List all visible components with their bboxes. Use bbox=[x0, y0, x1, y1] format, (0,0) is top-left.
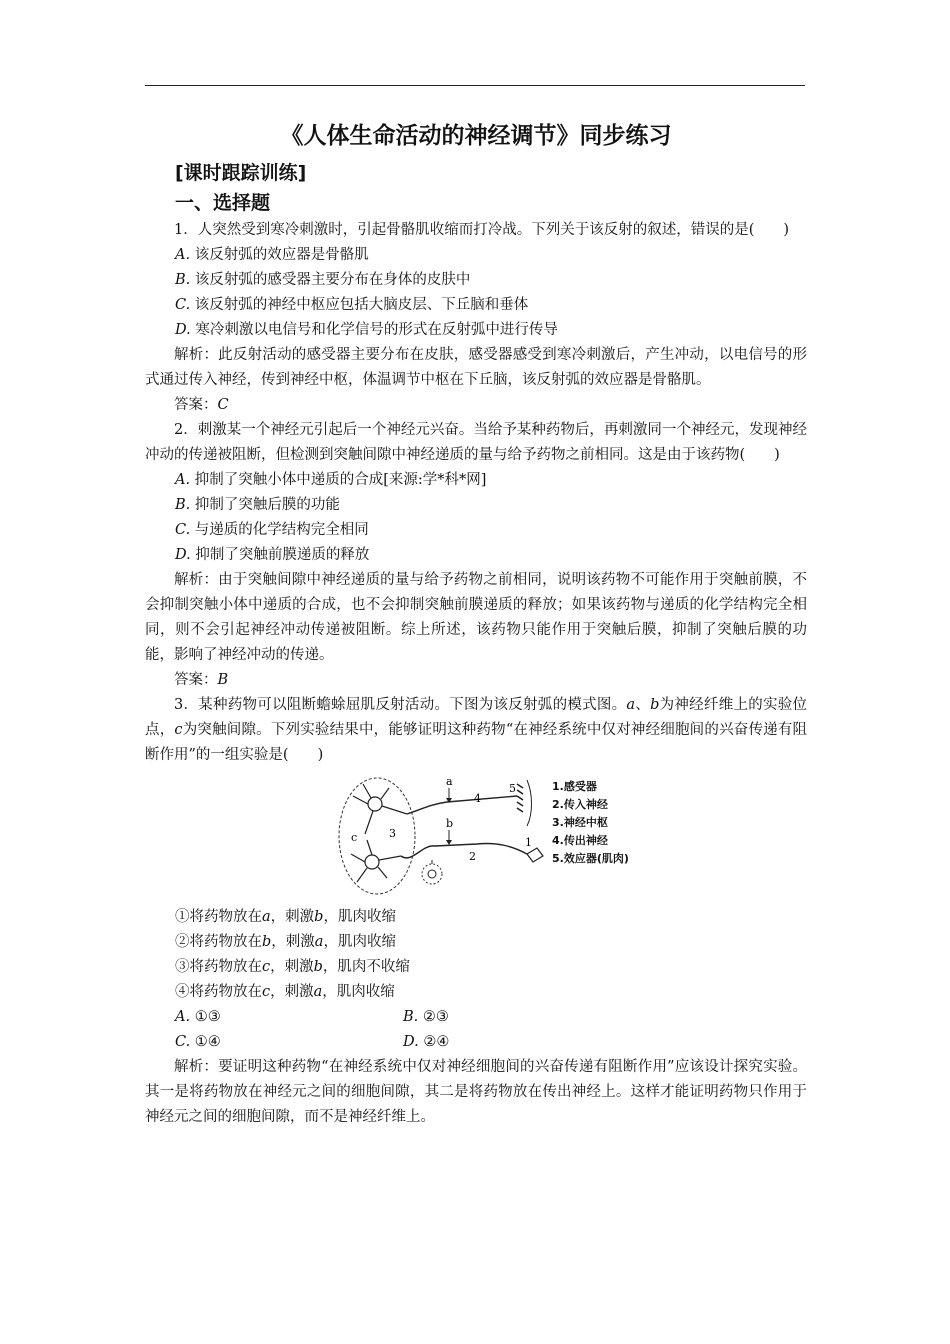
page-title: 《人体生命活动的神经调节》同步练习 bbox=[280, 123, 672, 149]
efferent-nerve bbox=[407, 796, 517, 814]
effector-muscle bbox=[517, 784, 523, 812]
afferent-nerve bbox=[401, 843, 527, 857]
label-5: 5 bbox=[509, 782, 516, 795]
q3-item-4: ④将药物放在c，刺激a，肌肉收缩 bbox=[175, 984, 395, 1000]
q2-answer: 答案：B bbox=[174, 672, 229, 688]
q1-option-c: C. 该反射弧的神经中枢应包括大脑皮层、下丘脑和垂体 bbox=[175, 297, 529, 313]
neuron-upper bbox=[353, 784, 407, 834]
label-3: 3 bbox=[389, 827, 396, 840]
q1-answer: 答案：C bbox=[174, 397, 229, 413]
q3-item-3: ③将药物放在c，刺激b，肌肉不收缩 bbox=[175, 959, 410, 975]
legend-item: 3.神经中枢 bbox=[552, 816, 608, 829]
q3-stem: 3．某种药物可以阻断蟾蜍屈肌反射活动。下图为该反射弧的模式图。a、b为神经纤维上的实验位点，c为突触间隙。下列实验结果中，能够证明这种药物“在神经系统中仅对神经细胞间的兴奋传递有阻断作用”的一组实验是( ) bbox=[145, 697, 808, 763]
label-4: 4 bbox=[474, 792, 481, 805]
receptor-shape bbox=[527, 848, 543, 862]
q2-option-c: C. 与递质的化学结构完全相同 bbox=[175, 522, 369, 538]
q2-option-b: B. 抑制了突触后膜的功能 bbox=[175, 497, 340, 513]
q3-item-1: ①将药物放在a，刺激b，肌肉收缩 bbox=[175, 909, 396, 925]
q3-choices-row-1 bbox=[145, 1005, 807, 1030]
q2-stem: 2．刺激某一个神经元引起后一个神经元兴奋。当给予某种药物后，再刺激同一个神经元，发现神经冲动的传递被阻断，但检测到突触间隙中神经递质的量与给予药物之前相同。这是由于该药物( ) bbox=[145, 422, 807, 463]
reflex-arc-diagram bbox=[337, 774, 637, 899]
q1-analysis: 解析：此反射活动的感受器主要分布在皮肤，感受器感受到寒冷刺激后，产生冲动，以电信号的形式通过传入神经，传到神经中枢，体温调节中枢在下丘脑，该反射弧的效应器是骨骼肌。 bbox=[145, 347, 807, 388]
label-b: b bbox=[446, 817, 454, 830]
section-bracket-heading: [课时跟踪训练] bbox=[175, 162, 307, 184]
q2-analysis: 解析：由于突触间隙中神经递质的量与给予药物之前相同，说明该药物不可能作用于突触前膜，不会抑制突触小体中递质的合成，也不会抑制突触前膜递质的释放；如果该药物与递质的化学结构完全相同，则不会引起神经冲动传递被阻断。综上所述，该药物只能作用于突触后膜，抑制了突触后膜的功能，影响了神经冲动的传递。 bbox=[145, 572, 807, 663]
q1-option-d: D. 寒冷刺激以电信号和化学信号的形式在反射弧中进行传导 bbox=[175, 322, 558, 338]
diagram-legend bbox=[552, 778, 629, 868]
q3-analysis: 解析：要证明这种药物“在神经系统中仅对神经细胞间的兴奋传递有阻断作用”应该设计探究实验。其一是将药物放在神经元之间的细胞间隙，其二是将药物放在传出神经上。这样才能证明药物只作用于神经元之间的细胞间隙，而不是神经纤维上。 bbox=[145, 1059, 807, 1125]
neuron-lower bbox=[351, 840, 401, 882]
q3-choice-d: D. ②④ bbox=[403, 1034, 450, 1050]
ganglion-cell bbox=[428, 870, 436, 878]
q1-option-b: B. 该反射弧的感受器主要分布在身体的皮肤中 bbox=[175, 272, 471, 288]
legend-item: 1.感受器 bbox=[552, 780, 597, 793]
legend-item: 5.效应器(肌肉) bbox=[552, 852, 629, 865]
label-a: a bbox=[446, 775, 453, 788]
q2-option-a: A. 抑制了突触小体中递质的合成[来源:学*科*网] bbox=[175, 472, 487, 488]
q3-choice-c: C. ①④ bbox=[175, 1034, 221, 1050]
muscle-edge bbox=[527, 780, 532, 826]
ganglion-outline bbox=[422, 864, 442, 884]
document-page bbox=[145, 118, 807, 1130]
label-c: c bbox=[351, 831, 358, 844]
label-1: 1 bbox=[525, 836, 532, 849]
legend-item: 4.传出神经 bbox=[552, 834, 608, 847]
q1-option-a: A. 该反射弧的效应器是骨骼肌 bbox=[175, 247, 369, 263]
q3-item-2: ②将药物放在b，刺激a，肌肉收缩 bbox=[175, 934, 396, 950]
q3-choices-row-2 bbox=[145, 1030, 807, 1055]
legend-item: 2.传入神经 bbox=[552, 798, 608, 811]
header-rule bbox=[145, 85, 805, 86]
label-2: 2 bbox=[469, 850, 476, 863]
q2-option-d: D. 抑制了突触前膜递质的释放 bbox=[175, 547, 370, 563]
q3-choice-b: B. ②③ bbox=[403, 1009, 449, 1025]
q3-choice-a: A. ①③ bbox=[175, 1009, 221, 1025]
q1-stem: 1．人突然受到寒冷刺激时，引起骨骼肌收缩而打冷战。下列关于该反射的叙述，错误的是( ) bbox=[174, 222, 790, 238]
section-heading: 一、选择题 bbox=[175, 192, 271, 214]
